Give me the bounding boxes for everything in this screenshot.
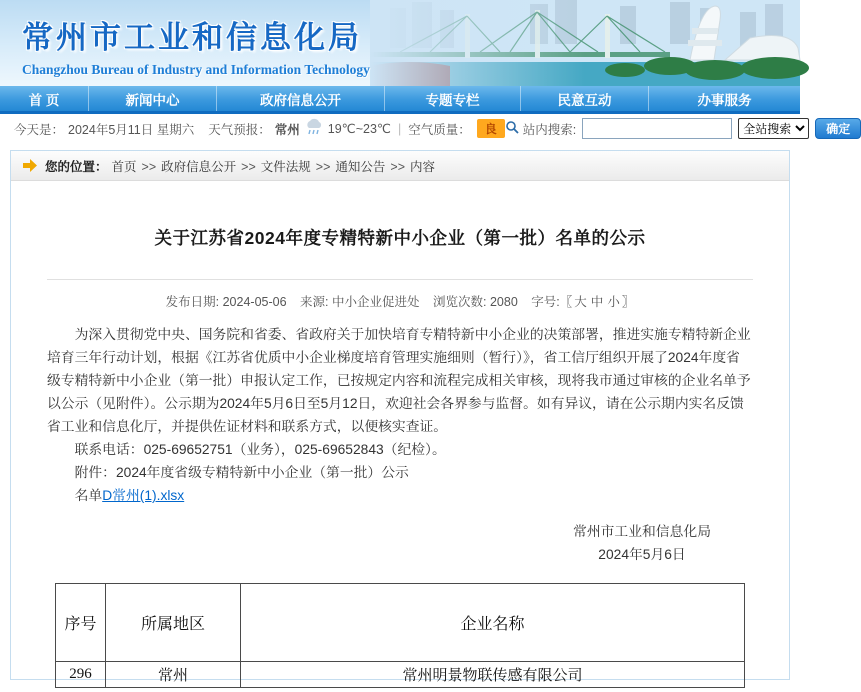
fontsize-options — [572, 295, 622, 309]
table-header-row — [56, 584, 745, 662]
breadcrumb-separator: >> — [390, 159, 406, 174]
info-bar — [0, 114, 851, 143]
site-header — [0, 0, 800, 86]
breadcrumb-link[interactable]: 内容 — [410, 159, 436, 174]
breadcrumb-separator: >> — [315, 159, 331, 174]
nav-item[interactable]: 新闻中心 — [88, 86, 216, 111]
article-body — [47, 323, 753, 507]
site-title: 常州市工业和信息化局 — [22, 20, 362, 55]
col-header-seq: 序号 — [56, 584, 106, 662]
views-label: 浏览次数: — [433, 295, 487, 309]
site-branding — [22, 12, 370, 78]
search-input[interactable] — [582, 118, 732, 139]
article-meta — [47, 292, 753, 310]
attachment-prefix: 名单 — [74, 488, 103, 503]
air-quality-label: 空气质量： — [408, 122, 471, 137]
cityscape-fade-overlay — [370, 0, 800, 86]
cell-area: 常州 — [106, 662, 241, 688]
breadcrumb-link[interactable]: 政府信息公开 — [161, 159, 237, 174]
breadcrumb-item — [410, 160, 445, 174]
col-header-company: 企业名称 — [241, 584, 745, 662]
publish-date: 2024-05-06 — [222, 295, 287, 309]
attachment-link-line — [47, 484, 753, 507]
article-paragraph: 为深入贯彻党中央、国务院和省委、省政府关于加快培育专精特新中小企业的决策部署，推进实施专精特新企业培育三年行动计划，根据《江苏省优质中小企业梯度培育管理实施细则（暂行）》，省工信厅组织开展了2024年度省级专精特新中小企业（第一批）申报认定工作，已按规定内容和流程完成相关审核，现将我市通过审核的企业名单予以公示（见附件）。公示期为2024年5月6日至5月12日，欢迎社会各界参与监督。如有异议，请在公示期内实名反馈省工业和信息化厅，并提供佐证材料和联系方式，以便核实查证。 — [47, 327, 751, 434]
signature-org: 常州市工业和信息化局 — [573, 524, 711, 539]
weather-label: 天气预报： — [208, 122, 271, 137]
header-cityscape-image — [370, 0, 800, 86]
breadcrumb-link[interactable]: 通知公告 — [335, 159, 386, 174]
font-size-option[interactable]: 小 — [607, 295, 620, 309]
page-title: 关于江苏省2024年度专精特新中小企业（第一批）名单的公示 — [154, 228, 646, 248]
contact-line: 联系电话：025-69652751（业务），025-69652843（纪检）。 — [74, 442, 446, 457]
site-search — [505, 118, 861, 139]
breadcrumb-item — [161, 160, 261, 174]
nav-item[interactable]: 办事服务 — [648, 86, 800, 111]
today-label: 今天是： — [14, 122, 65, 137]
search-submit-button[interactable]: 确定 — [815, 118, 861, 139]
col-header-area: 所属地区 — [106, 584, 241, 662]
font-size-option[interactable]: 大 — [574, 295, 587, 309]
breadcrumb-link[interactable]: 首页 — [111, 159, 137, 174]
breadcrumb-link[interactable]: 文件法规 — [260, 159, 311, 174]
search-label: 站内搜索: — [522, 122, 577, 137]
source-label: 来源: — [300, 295, 329, 309]
breadcrumb — [11, 151, 789, 181]
breadcrumb-arrow-icon — [23, 159, 37, 172]
attachment-line: 附件：2024年度省级专精特新中小企业（第一批）公示 — [74, 465, 409, 480]
nav-item[interactable]: 专题专栏 — [384, 86, 520, 111]
breadcrumb-trail — [112, 157, 446, 175]
attachment-link[interactable]: D常州(1).xlsx — [102, 488, 185, 503]
fontsize-bracket-open: 〖 — [559, 295, 573, 309]
site-subtitle-english: Changzhou Bureau of Industry and Information Technology — [22, 62, 370, 77]
breadcrumb-separator: >> — [141, 159, 157, 174]
weather-city: 常州 — [274, 122, 300, 137]
nav-item[interactable]: 首 页 — [28, 92, 60, 108]
breadcrumb-item — [335, 160, 410, 174]
publish-date-label: 发布日期: — [165, 295, 220, 309]
infobar-divider: | — [397, 121, 402, 136]
breadcrumb-item — [112, 160, 162, 174]
nav-item[interactable]: 民意互动 — [520, 86, 648, 111]
table-row — [56, 662, 745, 688]
company-list-table — [55, 583, 745, 688]
main-navigation — [0, 86, 800, 114]
search-icon — [505, 120, 519, 137]
today-date: 2024年5月11日 星期六 — [68, 122, 195, 137]
fontsize-label: 字号: — [531, 295, 560, 309]
article — [11, 225, 789, 688]
breadcrumb-label: 您的位置： — [45, 159, 108, 174]
signature-date: 2024年5月6日 — [598, 547, 686, 562]
air-quality-badge: 良 — [477, 119, 505, 138]
breadcrumb-item — [261, 160, 336, 174]
nav-item[interactable]: 政府信息公开 — [216, 86, 384, 111]
cell-seq: 296 — [56, 662, 106, 688]
font-size-option[interactable]: 中 — [590, 295, 604, 309]
weather-rain-icon — [304, 119, 324, 138]
search-scope-select[interactable] — [738, 118, 809, 139]
views-count: 2080 — [489, 295, 518, 309]
fontsize-bracket-close: 〗 — [621, 295, 635, 309]
title-divider — [47, 279, 753, 280]
source-value: 中小企业促进处 — [332, 295, 420, 309]
content-box — [10, 150, 790, 684]
signature-block — [47, 520, 711, 566]
cell-company: 常州明景物联传感有限公司 — [241, 662, 745, 688]
breadcrumb-separator: >> — [241, 159, 256, 174]
weather-temperature: 19℃~23℃ — [327, 122, 391, 136]
